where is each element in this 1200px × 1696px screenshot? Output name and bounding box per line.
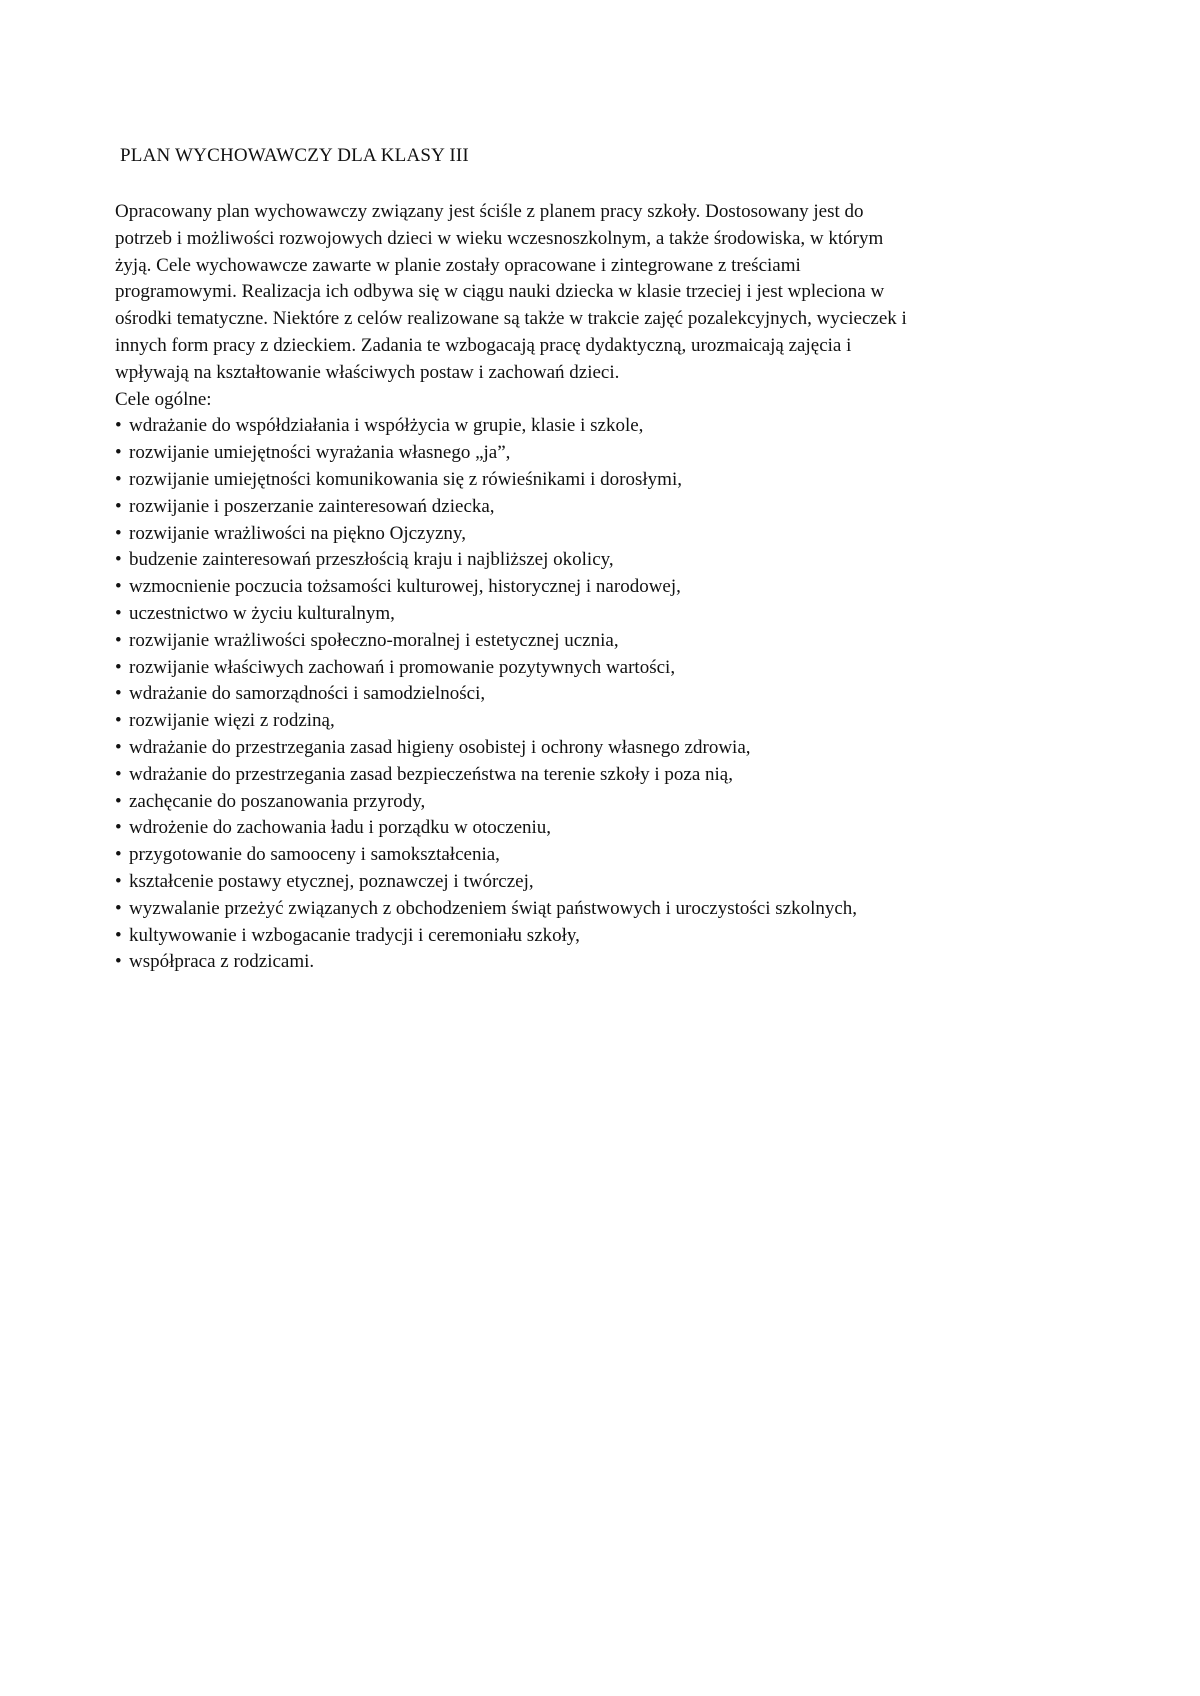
goal-list-item	[115, 869, 1115, 896]
intro-line: wpływają na kształtowanie właściwych postaw i zachowań dzieci.	[115, 361, 620, 383]
goal-list-item	[115, 601, 1115, 628]
bullet-icon: •	[115, 576, 122, 598]
goal-list-item	[115, 413, 1115, 440]
goal-text: budzenie zainteresowań przeszłością kraju i najbliższej okolicy,	[129, 549, 614, 571]
goal-text: uczestnictwo w życiu kulturalnym,	[129, 602, 395, 624]
goal-list-item	[115, 574, 1115, 601]
bullet-icon: •	[115, 522, 122, 544]
goal-text: rozwijanie umiejętności wyrażania własnego „ja”,	[129, 442, 511, 464]
goals-heading: Cele ogólne:	[115, 388, 212, 410]
goal-list-item	[115, 440, 1115, 467]
goal-list-item	[115, 494, 1115, 521]
intro-line: innych form pracy z dzieckiem. Zadania te wzbogacają pracę dydaktyczną, urozmaicają zajęcia i	[115, 334, 852, 356]
intro-line: Opracowany plan wychowawczy związany jest ściśle z planem pracy szkoły. Dostosowany jest do	[115, 201, 864, 222]
goal-list-item	[115, 708, 1115, 735]
bullet-icon: •	[115, 442, 122, 464]
goal-list-item	[115, 923, 1115, 950]
goal-text: wdrażanie do przestrzegania zasad higieny osobistej i ochrony własnego zdrowia,	[129, 736, 751, 758]
goal-list-item	[115, 547, 1115, 574]
goal-list-item	[115, 521, 1115, 548]
bullet-icon: •	[115, 495, 122, 517]
intro-line: ośrodki tematyczne. Niektóre z celów realizowane są także w trakcie zajęć pozalekcyjnych, wycieczek i	[115, 308, 907, 330]
goal-text: wzmocnienie poczucia tożsamości kulturowej, historycznej i narodowej,	[129, 576, 681, 598]
bullet-icon: •	[115, 951, 122, 973]
bullet-icon: •	[115, 710, 122, 732]
goal-text: kształcenie postawy etycznej, poznawczej i twórczej,	[129, 870, 534, 892]
goal-text: rozwijanie i poszerzanie zainteresowań dziecka,	[129, 495, 495, 517]
goal-list-item	[115, 735, 1115, 762]
bullet-icon: •	[115, 656, 122, 678]
goal-list-item	[115, 762, 1115, 789]
intro-line: żyją. Cele wychowawcze zawarte w planie zostały opracowane i zintegrowane z treściami	[115, 254, 801, 276]
bullet-icon: •	[115, 763, 122, 785]
goal-list-item	[115, 681, 1115, 708]
goal-list-item	[115, 789, 1115, 816]
bullet-icon: •	[115, 549, 122, 571]
bullet-icon: •	[115, 844, 122, 866]
goal-text: rozwijanie wrażliwości społeczno-moralnej i estetycznej ucznia,	[129, 629, 619, 651]
goal-list-item	[115, 949, 1115, 976]
goal-text: rozwijanie właściwych zachowań i promowanie pozytywnych wartości,	[129, 656, 676, 678]
goal-text: wdrażanie do przestrzegania zasad bezpieczeństwa na terenie szkoły i poza nią,	[129, 763, 733, 785]
intro-line: potrzeb i możliwości rozwojowych dzieci w wieku wczesnoszkolnym, a także środowiska, w którym	[115, 227, 884, 249]
bullet-icon: •	[115, 468, 122, 490]
bullet-icon: •	[115, 817, 122, 839]
bullet-icon: •	[115, 415, 122, 437]
goal-text: przygotowanie do samooceny i samokształcenia,	[129, 844, 500, 866]
document-body	[115, 199, 1115, 976]
bullet-icon: •	[115, 870, 122, 892]
goal-text: wdrażanie do samorządności i samodzielności,	[129, 683, 486, 705]
goal-list-item	[115, 896, 1115, 923]
goals-list	[115, 413, 1115, 976]
goal-list-item	[115, 655, 1115, 682]
goal-text: wdrożenie do zachowania ładu i porządku w otoczeniu,	[129, 817, 552, 839]
goal-text: kultywowanie i wzbogacanie tradycji i ceremoniału szkoły,	[129, 924, 580, 946]
goal-text: rozwijanie wrażliwości na piękno Ojczyzny,	[129, 522, 466, 544]
goal-list-item	[115, 842, 1115, 869]
goal-list-item	[115, 467, 1115, 494]
bullet-icon: •	[115, 924, 122, 946]
bullet-icon: •	[115, 897, 122, 919]
goal-text: wyzwalanie przeżyć związanych z obchodzeniem świąt państwowych i uroczystości szkolnych,	[129, 897, 858, 919]
bullet-icon: •	[115, 790, 122, 812]
bullet-icon: •	[115, 629, 122, 651]
bullet-icon: •	[115, 602, 122, 624]
goal-list-item	[115, 815, 1115, 842]
goal-text: rozwijanie więzi z rodziną,	[129, 710, 335, 732]
bullet-icon: •	[115, 683, 122, 705]
goal-text: rozwijanie umiejętności komunikowania się z rówieśnikami i dorosłymi,	[129, 468, 682, 490]
bullet-icon: •	[115, 736, 122, 758]
document-title: PLAN WYCHOWAWCZY DLA KLASY III	[120, 145, 469, 166]
goal-text: wdrażanie do współdziałania i współżycia w grupie, klasie i szkole,	[129, 415, 644, 437]
goal-text: zachęcanie do poszanowania przyrody,	[129, 790, 426, 812]
intro-paragraph	[115, 199, 1115, 387]
goal-text: współpraca z rodzicami.	[129, 951, 315, 973]
goal-list-item	[115, 628, 1115, 655]
intro-line: programowymi. Realizacja ich odbywa się w ciągu nauki dziecka w klasie trzeciej i jest wpleciona w	[115, 281, 885, 303]
